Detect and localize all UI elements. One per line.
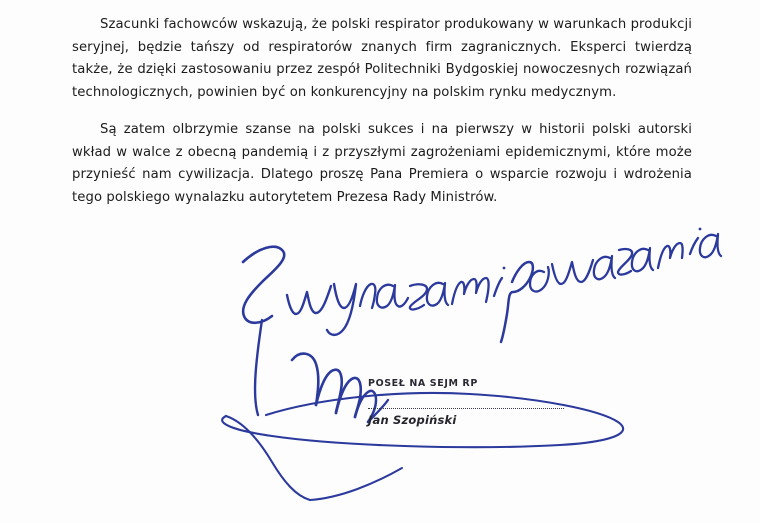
signature-area — [0, 210, 760, 510]
paragraph: Szacunki fachowców wskazują, że polski respirator produkowany w warunkach produkcji seryjnej, będzie tańszy od respiratorów znanych firm zagranicznych. Eksperci twierdzą także, że dzięki zastosowaniu przez zespół Politechniki Bydgoskiej nowoczesnych rozwiązań technologicznych, powinien być on konkurencyjny na polskim rynku medycznym. — [72, 17, 692, 101]
handwritten-signature-icon — [0, 210, 760, 510]
paragraph: Są zatem olbrzymie szanse na polski sukces i na pierwszy w historii polski autorski wkład w walce z obecną pandemią i z przyszłymi zagrożeniami epidemicznymi, które może przynieść nam cywilizacja. Dlatego proszę Pana Premiera o wsparcie rozwoju i wdrożenia tego polskiego wynalazku autorytetem Prezesa Rady Ministrów. — [72, 121, 692, 205]
stamp-title: POSEŁ NA SEJM RP — [368, 378, 478, 389]
stamp-name: Jan Szopiński — [368, 413, 457, 427]
official-stamp — [368, 378, 578, 427]
letter-body — [72, 14, 692, 210]
stamp-dotted-line — [368, 407, 564, 409]
